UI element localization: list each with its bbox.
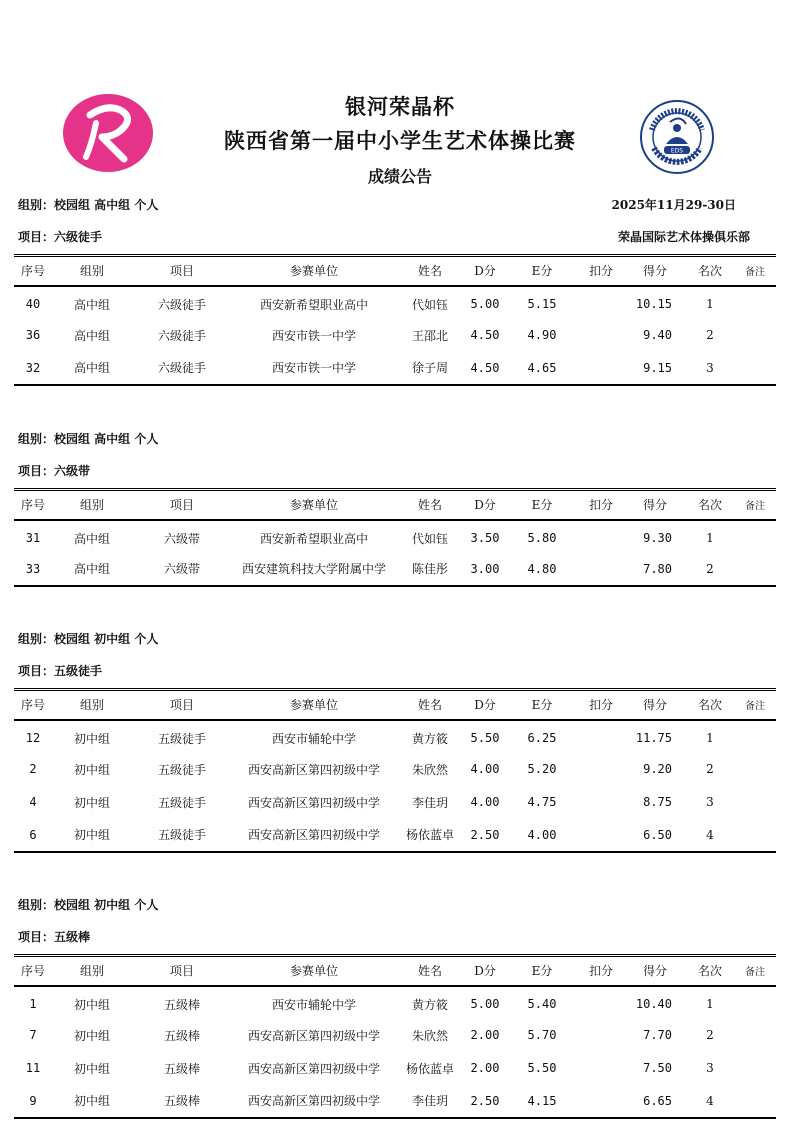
page-header [0, 92, 800, 190]
cell-athlete-name: 李佳玥 [411, 1094, 448, 1108]
header-athlete-name: 姓名 [417, 264, 442, 279]
table-header [14, 690, 776, 720]
cell-e-score: 4.75 [527, 795, 557, 809]
cell-deduction [578, 819, 624, 852]
table-row [14, 986, 776, 1019]
cup-title: 银河荣晶杯 [345, 94, 455, 119]
cell-total-score: 7.80 [643, 561, 672, 576]
header-e-score: E分 [531, 498, 553, 513]
cell-item: 六级徒手 [157, 328, 206, 343]
cell-e-score: 5.15 [527, 297, 557, 311]
header-athlete-name: 姓名 [417, 964, 442, 979]
header-unit: 参赛单位 [289, 698, 338, 713]
cell-seq-no: 32 [25, 360, 41, 375]
cell-rank: 3 [706, 795, 714, 809]
header-group: 组别 [79, 698, 104, 713]
cell-rank: 2 [706, 328, 714, 342]
cell-remarks [734, 786, 776, 819]
cell-remarks [734, 819, 776, 852]
cell-total-score: 8.75 [643, 795, 672, 809]
cell-seq-no: 33 [25, 561, 41, 576]
cell-d-score: 4.50 [470, 360, 500, 375]
cell-item: 五级棒 [163, 1061, 200, 1076]
header-rank: 名次 [697, 964, 722, 979]
cell-group: 初中组 [73, 762, 110, 777]
cell-seq-no: 9 [29, 1093, 37, 1108]
cell-unit: 西安高新区第四初级中学 [247, 795, 380, 810]
results-section [14, 430, 776, 587]
header-group: 组别 [79, 964, 104, 979]
cell-unit: 西安高新区第四初级中学 [247, 762, 380, 777]
cell-d-score: 4.00 [470, 795, 500, 809]
cell-seq-no: 11 [25, 1061, 41, 1075]
cell-deduction [578, 1052, 624, 1085]
cell-e-score: 5.50 [527, 1061, 557, 1075]
cell-e-score: 4.65 [527, 360, 557, 375]
cell-item: 五级棒 [163, 1028, 200, 1043]
cell-unit: 西安市铁一中学 [271, 361, 356, 375]
cell-e-score: 5.70 [527, 1028, 557, 1042]
cell-e-score: 5.80 [527, 531, 557, 545]
cell-remarks [734, 352, 776, 385]
cell-unit: 西安市铁一中学 [271, 328, 356, 343]
cell-group: 高中组 [73, 531, 110, 546]
cell-athlete-name: 杨依蓝卓 [405, 828, 454, 842]
cell-deduction [578, 986, 624, 1019]
group-label: 组别：校园组 初中组 个人 [18, 632, 159, 646]
cell-seq-no: 40 [25, 297, 41, 311]
group-row [14, 430, 776, 452]
cell-seq-no: 7 [29, 1028, 37, 1042]
group-label: 组别：校园组 高中组 个人 [18, 432, 159, 446]
cell-unit: 西安市辅轮中学 [271, 997, 356, 1012]
cell-item: 五级徒手 [157, 828, 206, 842]
cell-total-score: 10.40 [635, 997, 672, 1011]
header-d-score: D分 [474, 498, 496, 513]
cell-rank: 4 [706, 1093, 714, 1108]
cell-athlete-name: 杨依蓝卓 [405, 1061, 454, 1076]
cell-group: 高中组 [73, 361, 110, 375]
cell-d-score: 2.00 [470, 1061, 500, 1075]
cell-rank: 1 [706, 297, 714, 311]
group-row [14, 896, 776, 918]
table-row [14, 352, 776, 385]
cell-rank: 2 [706, 561, 714, 576]
cell-item: 五级棒 [163, 997, 200, 1012]
header-unit: 参赛单位 [289, 964, 338, 979]
cell-deduction [578, 553, 624, 586]
cell-d-score: 4.50 [470, 328, 500, 342]
cell-deduction [578, 352, 624, 385]
cell-athlete-name: 王邵北 [411, 328, 448, 343]
results-section [14, 630, 776, 853]
cell-e-score: 4.00 [527, 827, 557, 842]
cell-e-score: 4.15 [527, 1093, 557, 1108]
cell-d-score: 4.00 [470, 762, 500, 776]
header-seq-no: 序号 [20, 498, 45, 513]
cell-seq-no: 1 [29, 997, 37, 1011]
header-total-score: 得分 [642, 964, 667, 979]
header-athlete-name: 姓名 [417, 498, 442, 513]
cell-rank: 4 [706, 827, 714, 842]
header-deduction: 扣分 [588, 698, 613, 713]
results-table [14, 254, 776, 386]
results-table [14, 954, 776, 1119]
header-deduction: 扣分 [588, 264, 613, 279]
header-unit: 参赛单位 [289, 264, 338, 279]
table-row [14, 1019, 776, 1052]
cell-e-score: 6.25 [527, 731, 557, 745]
cell-unit: 西安建筑科技大学附属中学 [241, 562, 386, 576]
header-remarks: 备注 [745, 267, 765, 279]
organizer-label: 荣晶国际艺术体操俱乐部 [617, 230, 750, 244]
cell-athlete-name: 朱欣然 [411, 762, 448, 777]
cell-group: 高中组 [73, 562, 110, 576]
cell-deduction [578, 520, 624, 553]
cell-total-score: 9.20 [643, 762, 672, 776]
cell-d-score: 2.50 [470, 827, 500, 842]
table-row [14, 786, 776, 819]
header-d-score: D分 [474, 964, 496, 979]
cell-e-score: 4.80 [527, 561, 557, 576]
table-row [14, 753, 776, 786]
item-label: 项目：五级徒手 [18, 664, 103, 678]
cell-remarks [734, 286, 776, 319]
cell-athlete-name: 李佳玥 [411, 795, 448, 810]
header-group: 组别 [79, 498, 104, 513]
cell-d-score: 5.50 [470, 731, 500, 745]
cell-remarks [734, 319, 776, 352]
header-item: 项目 [169, 498, 194, 513]
header-item: 项目 [169, 698, 194, 713]
cell-total-score: 11.75 [635, 731, 672, 745]
table-header [14, 956, 776, 986]
cell-seq-no: 2 [29, 762, 37, 776]
cell-item: 六级带 [163, 562, 200, 576]
cell-group: 初中组 [73, 1094, 110, 1108]
table-header [14, 490, 776, 520]
cell-total-score: 7.70 [643, 1028, 672, 1042]
cell-item: 六级带 [163, 531, 200, 546]
table-header [14, 256, 776, 286]
table-row [14, 520, 776, 553]
cell-group: 初中组 [73, 731, 110, 746]
table-row [14, 1052, 776, 1085]
header-athlete-name: 姓名 [417, 698, 442, 713]
cell-unit: 西安高新区第四初级中学 [247, 1094, 380, 1108]
header-item: 项目 [169, 264, 194, 279]
cell-d-score: 5.00 [470, 297, 500, 311]
cell-d-score: 2.50 [470, 1093, 500, 1108]
cell-total-score: 6.50 [643, 827, 672, 842]
cell-athlete-name: 黄方筱 [411, 997, 448, 1012]
results-table [14, 688, 776, 853]
header-remarks: 备注 [745, 701, 765, 713]
cell-group: 初中组 [73, 997, 110, 1012]
header-remarks: 备注 [745, 501, 765, 513]
cell-rank: 3 [706, 360, 714, 375]
table-row [14, 1085, 776, 1118]
cell-rank: 2 [706, 762, 714, 776]
header-seq-no: 序号 [20, 964, 45, 979]
header-d-score: D分 [474, 698, 496, 713]
cell-remarks [734, 553, 776, 586]
cell-athlete-name: 陈佳彤 [411, 562, 448, 576]
header-total-score: 得分 [642, 498, 667, 513]
cell-unit: 西安高新区第四初级中学 [247, 1028, 380, 1043]
cell-total-score: 9.15 [643, 360, 672, 375]
results-section [14, 196, 776, 386]
cell-remarks [734, 520, 776, 553]
header-remarks: 备注 [745, 967, 765, 979]
cell-unit: 西安高新区第四初级中学 [247, 828, 380, 842]
date-label: 2025年11月29-30日 [611, 198, 736, 212]
item-label: 项目：五级棒 [18, 930, 91, 944]
cell-seq-no: 36 [25, 328, 41, 342]
cell-seq-no: 4 [29, 795, 37, 809]
cell-remarks [734, 753, 776, 786]
cell-athlete-name: 黄方筱 [411, 731, 448, 746]
group-row [14, 630, 776, 652]
cell-athlete-name: 徐子周 [411, 361, 448, 375]
cell-group: 初中组 [73, 1061, 110, 1076]
cell-group: 初中组 [73, 828, 110, 842]
results-table [14, 488, 776, 587]
cell-item: 六级徒手 [157, 361, 206, 375]
header-unit: 参赛单位 [289, 498, 338, 513]
cell-unit: 西安高新区第四初级中学 [247, 1061, 380, 1076]
cell-remarks [734, 1019, 776, 1052]
cell-e-score: 4.90 [527, 328, 557, 342]
cell-total-score: 9.40 [643, 328, 672, 342]
header-seq-no: 序号 [20, 264, 45, 279]
group-label: 组别：校园组 初中组 个人 [18, 898, 159, 912]
notice-title: 成绩公告 [367, 167, 432, 186]
header-total-score: 得分 [642, 698, 667, 713]
cell-seq-no: 6 [29, 827, 37, 842]
header-item: 项目 [169, 964, 194, 979]
cell-total-score: 7.50 [643, 1061, 672, 1075]
cell-rank: 1 [706, 531, 714, 545]
cell-total-score: 10.15 [635, 297, 672, 311]
cell-item: 五级徒手 [157, 762, 206, 777]
results-section [14, 896, 776, 1119]
header-total-score: 得分 [642, 264, 667, 279]
cell-deduction [578, 753, 624, 786]
cell-deduction [578, 1085, 624, 1118]
cell-total-score: 6.65 [643, 1093, 672, 1108]
cell-deduction [578, 1019, 624, 1052]
table-row [14, 319, 776, 352]
cell-remarks [734, 1085, 776, 1118]
cell-seq-no: 31 [25, 531, 41, 545]
cell-group: 初中组 [73, 795, 110, 810]
item-row [14, 228, 776, 250]
cell-unit: 西安新希望职业高中 [259, 297, 368, 312]
cell-unit: 西安新希望职业高中 [259, 531, 368, 546]
cell-group: 高中组 [73, 297, 110, 312]
cell-rank: 2 [706, 1028, 714, 1042]
header-e-score: E分 [531, 264, 553, 279]
cell-remarks [734, 720, 776, 753]
cell-unit: 西安市辅轮中学 [271, 731, 356, 746]
svg-text:EDS: EDS [670, 147, 684, 155]
group-row [14, 196, 776, 218]
header-rank: 名次 [697, 264, 722, 279]
cell-d-score: 3.00 [470, 561, 500, 576]
header-seq-no: 序号 [20, 698, 45, 713]
cell-group: 高中组 [73, 328, 110, 343]
cell-total-score: 9.30 [643, 531, 672, 545]
cell-deduction [578, 786, 624, 819]
cell-d-score: 2.00 [470, 1028, 500, 1042]
cell-rank: 1 [706, 997, 714, 1011]
table-row [14, 819, 776, 852]
cell-remarks [734, 1052, 776, 1085]
cell-d-score: 5.00 [470, 997, 500, 1011]
cell-item: 五级棒 [163, 1094, 200, 1108]
item-label: 项目：六级带 [18, 464, 91, 478]
table-row [14, 720, 776, 753]
header-group: 组别 [79, 264, 104, 279]
cell-seq-no: 12 [25, 731, 41, 745]
cell-rank: 3 [706, 1061, 714, 1075]
cell-group: 初中组 [73, 1028, 110, 1043]
header-rank: 名次 [697, 698, 722, 713]
table-row [14, 553, 776, 586]
cell-e-score: 5.40 [527, 997, 557, 1011]
cell-deduction [578, 286, 624, 319]
table-row [14, 286, 776, 319]
cell-deduction [578, 720, 624, 753]
cell-athlete-name: 代如钰 [411, 531, 448, 546]
item-row [14, 662, 776, 684]
header-deduction: 扣分 [588, 498, 613, 513]
cell-athlete-name: 代如钰 [411, 297, 448, 312]
cell-e-score: 5.20 [527, 762, 557, 776]
cell-item: 五级徒手 [157, 795, 206, 810]
item-label: 项目：六级徒手 [18, 230, 103, 244]
cell-remarks [734, 986, 776, 1019]
item-row [14, 462, 776, 484]
header-rank: 名次 [697, 498, 722, 513]
header-e-score: E分 [531, 698, 553, 713]
header-deduction: 扣分 [588, 964, 613, 979]
cell-item: 六级徒手 [157, 297, 206, 312]
header-d-score: D分 [474, 264, 496, 279]
cell-d-score: 3.50 [470, 531, 500, 545]
cell-item: 五级徒手 [157, 731, 206, 746]
cell-rank: 1 [706, 731, 714, 745]
cell-deduction [578, 319, 624, 352]
event-title: 陕西省第一届中小学生艺术体操比赛 [224, 128, 576, 153]
header-e-score: E分 [531, 964, 553, 979]
item-row [14, 928, 776, 950]
cell-athlete-name: 朱欣然 [411, 1028, 448, 1043]
group-label: 组别：校园组 高中组 个人 [18, 198, 159, 212]
